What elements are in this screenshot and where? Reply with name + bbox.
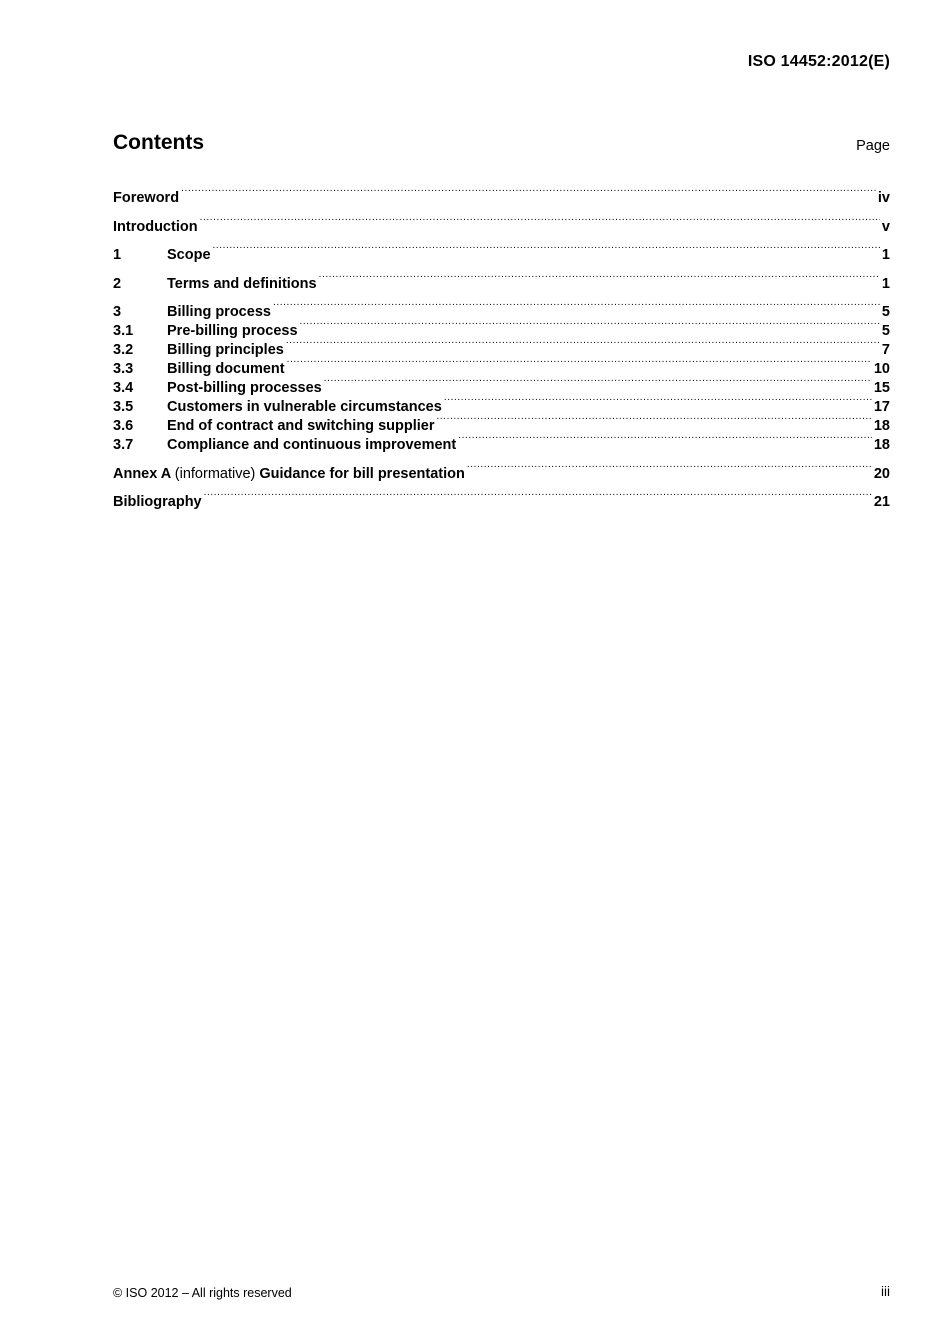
toc-entry-bibliography[interactable] [113,487,890,510]
dot-leader [436,411,871,430]
toc-entry-number: 1 [113,247,122,263]
annex-title: Guidance for bill presentation [259,465,465,482]
toc-entry-page: 15 [873,380,890,396]
toc-entry-page: 10 [873,361,890,377]
toc-entry-page: 1 [881,275,890,292]
table-of-contents [113,183,890,510]
toc-entry-number: 3 [113,304,122,320]
toc-entry-title: Billing document [167,361,285,377]
annex-label: Annex A [113,465,171,482]
dot-leader [181,183,876,202]
toc-entry-title: Bibliography [113,494,202,510]
toc-entry-scope[interactable] [113,240,890,263]
toc-entry-page: 21 [873,494,890,510]
page-column-label: Page [856,138,890,154]
page-number: iii [881,1284,890,1299]
toc-entry-title: Billing principles [167,342,284,358]
toc-entry-page: 1 [881,247,890,263]
toc-entry-title: Pre-billing process [167,323,298,339]
toc-entry-number: 3.1 [113,323,134,339]
toc-entry-page: 7 [881,342,890,358]
toc-entry-title: Billing process [167,304,271,320]
toc-entry-annex-a[interactable] [113,459,890,482]
dot-leader [273,297,880,316]
toc-entry-terms[interactable] [113,269,890,292]
dot-leader [467,459,872,478]
dot-leader [300,316,880,335]
toc-entry-title: End of contract and switching supplier [167,418,435,434]
toc-entry-title: Customers in vulnerable circumstances [167,399,442,415]
toc-entry-billing-process[interactable] [113,297,890,320]
toc-entry-foreword[interactable] [113,183,890,206]
toc-entry-page: 5 [881,323,890,339]
toc-entry-title: Scope [167,247,211,263]
standard-reference: ISO 14452:2012(E) [747,53,890,70]
toc-entry-title [113,465,465,484]
dot-leader [286,335,880,354]
dot-leader [287,354,872,373]
dot-leader [319,269,880,288]
contents-heading: Contents [113,131,204,154]
dot-leader [213,240,880,259]
dot-leader [204,487,872,506]
toc-entry-page: 20 [873,465,890,482]
toc-entry-introduction[interactable] [113,212,890,235]
toc-entry-number: 2 [113,275,122,292]
toc-entry-title: Terms and definitions [167,275,317,292]
toc-entry-number: 3.2 [113,342,134,358]
toc-entry-title: Compliance and continuous improvement [167,437,457,453]
toc-entry-number: 3.5 [113,399,134,415]
dot-leader [200,212,880,231]
toc-entry-title: Introduction [113,218,198,235]
toc-entry-number: 3.6 [113,418,134,434]
toc-entry-page: iv [877,190,890,206]
dot-leader [444,392,872,411]
toc-entry-page: 18 [873,418,890,434]
toc-entry-number: 3.4 [113,380,134,396]
toc-entry-number: 3.3 [113,361,134,377]
dot-leader [458,430,872,449]
copyright-notice: © ISO 2012 – All rights reserved [113,1286,292,1300]
toc-entry-page: v [881,218,890,235]
toc-entry-page: 18 [873,437,890,453]
toc-entry-title: Foreword [113,190,180,206]
annex-note: (informative) [174,465,256,482]
toc-entry-number: 3.7 [113,437,134,453]
toc-entry-title: Post-billing processes [167,380,322,396]
toc-entry-page: 17 [873,399,890,415]
dot-leader [324,373,872,392]
toc-entry-page: 5 [881,304,890,320]
